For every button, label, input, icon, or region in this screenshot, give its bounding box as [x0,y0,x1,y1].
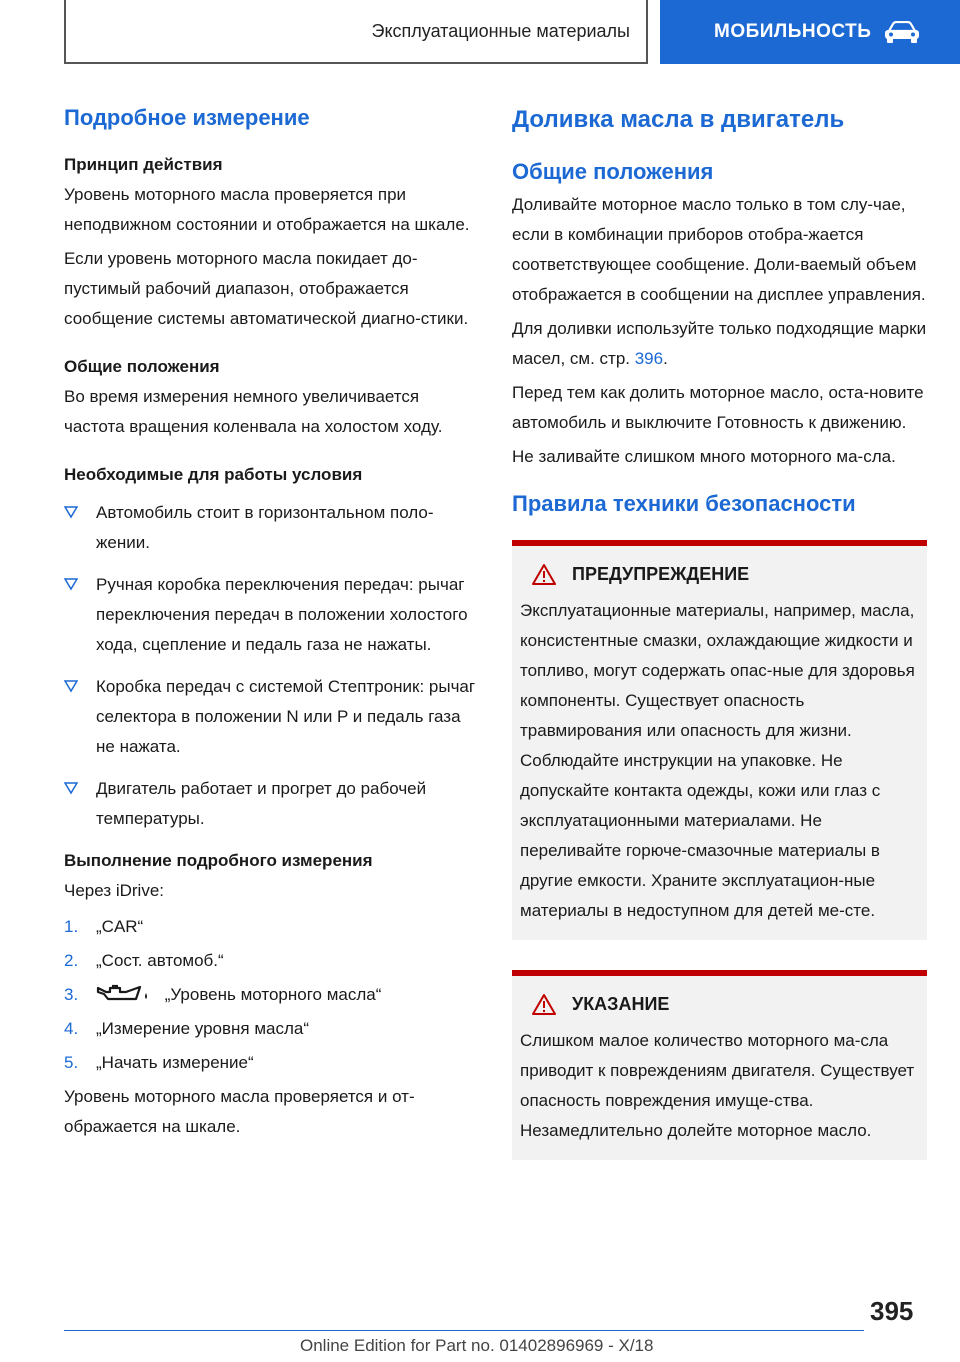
page-number: 395 [870,1296,914,1326]
general-paragraph: Во время измерения немного увеличивается частота вращения коленвала на холостом ходу. [64,387,443,436]
step-number: 2. [64,951,79,970]
footer-divider [64,1330,864,1331]
edition-note: Online Edition for Part no. 01402896969 - X/18 [300,1336,654,1355]
bullet-triangle-icon [64,505,78,519]
section-heading-oil-topup: Доливка масла в двигатель [512,106,845,133]
topup-paragraph-2-end: . [663,349,668,368]
step-number: 5. [64,1053,79,1072]
list-item [64,672,476,762]
step-item [64,1048,476,1078]
bullet-triangle-icon [64,577,78,591]
step-item [64,912,476,942]
section-header [64,0,648,64]
warning-text: Эксплуатационные материалы, например, масла, консистентные смазки, охлаждающие жидкости и топливо, могут содержать опас-ные для здоровья компоненты. Существует опасность травмирования или опасность для жизни. Соблюдайте инструкции на упаковке. Не допускайте контакта одежды, кожи или глаз с эксплуатационными материалами. Не переливайте горюче-смазочные материалы в другие емкости. Храните эксплуатацион-ные материалы в недоступном для детей ме-сте. [520,601,915,920]
principle-paragraph-1: Уровень моторного масла проверяется при неподвижном состоянии и отображается на шкале. [64,185,470,234]
page-reference-link[interactable]: 396 [634,349,664,368]
warning-triangle-icon [532,563,556,585]
list-item [64,498,476,558]
oil-can-icon [96,983,152,1005]
bullet-triangle-icon [64,781,78,795]
topup-paragraph-2-text: Для доливки используйте только подходящие марки масел, см. стр. [512,319,927,368]
notice-box [512,970,927,1160]
procedure-heading: Выполнение подробного измерения [64,851,373,870]
step-text: „Сост. автомоб.“ [96,951,224,970]
topup-paragraph-4: Не заливайте слишком много моторного ма-сла. [512,447,896,466]
list-item [64,570,476,660]
car-icon [883,21,921,43]
general-subheading: Общие положения [512,159,714,184]
step-text: „Начать измерение“ [96,1053,254,1072]
bullet-triangle-icon [64,679,78,693]
notice-header [520,986,919,1022]
step-item [64,1014,476,1044]
condition-text: Коробка передач с системой Стептроник: рычаг селектора в положении N или P и педаль газа не нажата. [96,677,476,756]
condition-text: Двигатель работает и прогрет до рабочей температуры. [96,779,427,828]
topup-paragraph-1: Доливайте моторное масло только в том слу-чае, если в комбинации приборов отобра-жается соответствующее сообщение. Доли-ваемый объем отображается в сообщении на дисплее управления. [512,195,926,304]
procedure-steps [64,912,476,1078]
notice-title: УКАЗАНИЕ [572,994,670,1014]
conditions-heading: Необходимые для работы условия [64,465,363,484]
warning-title: ПРЕДУПРЕЖДЕНИЕ [572,564,750,584]
condition-text: Автомобиль стоит в горизонтальном поло-жении. [96,503,434,552]
safety-heading: Правила техники безопасности [512,491,856,516]
right-column [512,100,927,1160]
list-item [64,774,476,834]
topup-paragraph-2 [512,314,927,374]
conditions-list [64,498,476,834]
principle-heading: Принцип действия [64,155,223,174]
warning-triangle-icon [532,993,556,1015]
step-item [64,980,476,1010]
topup-paragraph-3: Перед тем как долить моторное масло, оста-новите автомобиль и выключите Готовность к движению. [512,383,924,432]
principle-paragraph-2: Если уровень моторного масла покидает до-пустимый рабочий диапазон, отображается сообщение системы автоматической диагно-стики. [64,249,469,328]
step-text: „Измерение уровня масла“ [96,1019,310,1038]
result-paragraph: Уровень моторного масла проверяется и от-ображается на шкале. [64,1087,415,1136]
notice-text: Слишком малое количество моторного ма-сла приводит к повреждениям двигателя. Существует опасность повреждения имуще-ства. Незамедлительно долейте моторное масло. [520,1031,915,1140]
procedure-intro: Через iDrive: [64,881,165,900]
general-heading: Общие положения [64,357,220,376]
step-text: „CAR“ [96,917,144,936]
warning-box [512,540,927,940]
section-title: Эксплуатационные материалы [371,20,630,41]
step-item [64,946,476,976]
step-number: 4. [64,1019,79,1038]
section-heading-detailed-measurement: Подробное измерение [64,105,310,130]
warning-header [520,556,919,592]
chapter-tab[interactable] [660,0,960,64]
chapter-title: МОБИЛЬНОСТЬ [714,21,872,42]
condition-text: Ручная коробка переключения передач: рычаг переключения передач в положении холостого хода, сцепление и педаль газа не нажаты. [96,575,468,654]
step-text: „Уровень моторного масла“ [164,985,382,1004]
step-number: 1. [64,917,79,936]
left-column [64,100,476,1142]
step-number: 3. [64,985,79,1004]
